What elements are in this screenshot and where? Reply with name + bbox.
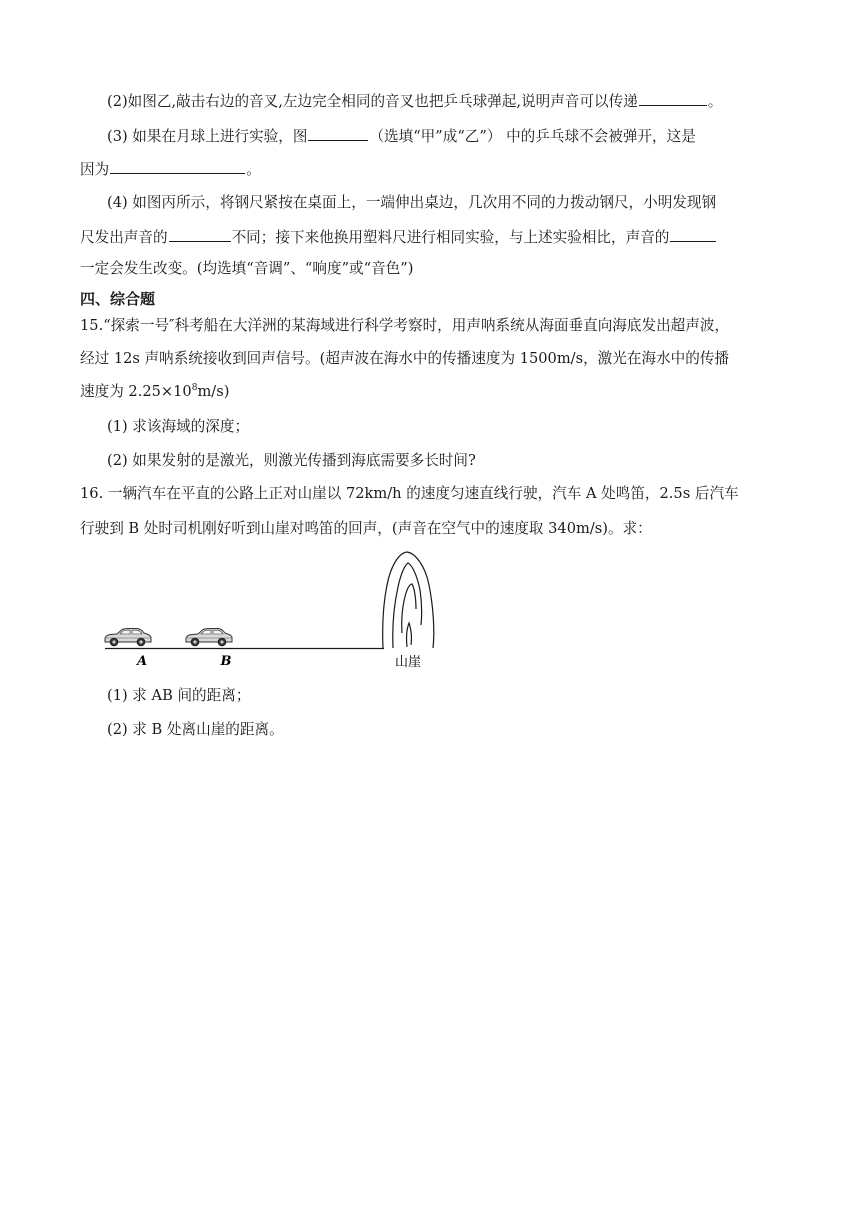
q15-line2: 经过 12s 声呐系统接收到回声信号。(超声波在海水中的传播速度为 1500m/s，激光在海水中的传播 bbox=[80, 350, 730, 367]
q15-sub1: (1) 求该海域的深度； bbox=[107, 418, 250, 435]
label-cliff: 山崖 bbox=[394, 655, 422, 670]
q16-sub2: (2) 求 B 处离山崖的距离。 bbox=[107, 721, 284, 738]
q14-part4-text-b: 尺发出声音的 bbox=[80, 229, 168, 246]
answer-blank[interactable] bbox=[670, 226, 716, 242]
q14-part4-text-a: (4) 如图丙所示，将钢尺紧按在桌面上，一端伸出桌边，几次用不同的力拨动钢尺，小明发现钢 bbox=[107, 194, 717, 211]
q16-line1: 16. 一辆汽车在平直的公路上正对山崖以 72km/h 的速度匀速直线行驶，汽车 A 处鸣笛，2.5s 后汽车 bbox=[80, 485, 739, 502]
q14-part2-text: (2)如图乙,敲击右边的音叉,左边完全相同的音叉也把乒乓球弹起,说明声音可以传递 bbox=[107, 93, 638, 110]
q14-part4-text-d: 一定会发生改变。(均选填“音调”、“响度”或“音色”) bbox=[80, 260, 414, 277]
car-b-icon bbox=[186, 629, 232, 647]
q15-line1: 15.“探索一号″科考船在大洋洲的某海域进行科学考察时，用声呐系统从海面垂直向海底发出超声波， bbox=[80, 317, 730, 334]
cars-cliff-figure bbox=[95, 545, 455, 675]
answer-blank[interactable] bbox=[110, 158, 245, 174]
q15-line3-text: 速度为 2.25×10 bbox=[80, 383, 192, 400]
answer-blank[interactable] bbox=[169, 226, 231, 242]
section-heading: 四、综合题 bbox=[80, 290, 156, 308]
q15-line3-unit: m/s) bbox=[197, 383, 230, 400]
q14-part4 bbox=[107, 193, 780, 213]
q15-line3 bbox=[80, 382, 780, 402]
q14-part3 bbox=[107, 125, 780, 147]
q14-part2 bbox=[107, 90, 780, 112]
label-a: A bbox=[136, 654, 148, 669]
q15-exponent: 8 bbox=[191, 383, 198, 393]
q14-part4-text-c: 不同；接下来他换用塑料尺进行相同实验，与上述实验相比，声音的 bbox=[231, 229, 670, 246]
q14-part3-text-a: (3) 如果在月球上进行实验，图 bbox=[107, 128, 308, 145]
cliff-icon bbox=[383, 552, 434, 648]
q14-part4-cont bbox=[80, 226, 780, 248]
q16-sub1: (1) 求 AB 间的距离； bbox=[107, 687, 251, 704]
q15-sub2: (2) 如果发射的是激光，则激光传播到海底需要多长时间? bbox=[107, 452, 476, 469]
q14-part4-cont2 bbox=[80, 259, 780, 279]
car-a-icon bbox=[105, 629, 151, 647]
answer-blank[interactable] bbox=[308, 125, 368, 141]
q14-part3-end: 。 bbox=[246, 161, 261, 178]
q14-part3-text-c: 因为 bbox=[80, 161, 110, 178]
label-b: B bbox=[220, 654, 232, 669]
q14-part2-end: 。 bbox=[707, 93, 723, 110]
q16-line2: 行驶到 B 处时司机刚好听到山崖对鸣笛的回声，(声音在空气中的速度取 340m/s)。求： bbox=[80, 520, 652, 537]
answer-blank[interactable] bbox=[639, 90, 707, 106]
q14-part3-cont bbox=[80, 158, 780, 180]
q14-part3-text-b: （选填“甲”成“乙”） 中的乒乓球不会被弹开，这是 bbox=[369, 128, 696, 145]
